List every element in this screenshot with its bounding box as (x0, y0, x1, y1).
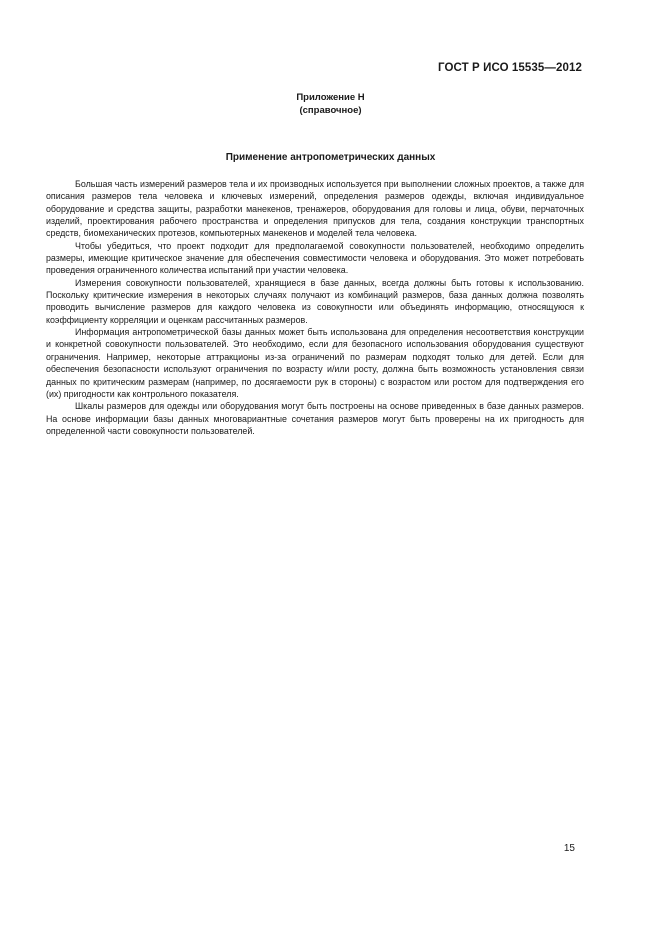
standard-code: ГОСТ Р ИСО 15535—2012 (437, 62, 582, 74)
paragraph: Шкалы размеров для одежды или оборудования могут быть построены на основе приведенных в базе данных размеров. На основе информации базы данных многовариантные сочетания размеров могут быть проверены на их пригодность для определенной части совокупности пользователей. (46, 401, 584, 436)
annex-heading (0, 91, 661, 117)
page-number: 15 (563, 843, 575, 854)
paragraph: Информация антропометрической базы данных может быть использована для определения несоответствия конструкции и конкретной совокупности пользователей. Это необходимо, если для безопасного использования оборудования существуют ограничения. Например, некоторые аттракционы из-за ограничений по размерам подходят только для детей. Если для обеспечения безопасности используют ограничения по возрасту и/или росту, должна быть возможность установления связи данных по критическим размерам (например, по досягаемости рук в стороны) с возрастом или ростом для подтверждения его (их) пригодности как контрольного показателя. (46, 327, 584, 399)
section-title: Применение антропометрических данных (225, 152, 436, 163)
paragraph: Большая часть измерений размеров тела и их производных используется при выполнении сложных проектов, а также для описания размеров тела человека и ключевых измерений, определения размеров одежды, включая индивидуальное оборудование и средства защиты, разработки манекенов, тренажеров, оборудования для головы и лица, обуви, перчаточных изделий, проектирования рабочего пространства и определения припусков для тела, создания конструкции транспортных средств, биомеханических протезов, компьютерных манекенов и моделей тела человека. (46, 179, 584, 239)
paragraph: Чтобы убедиться, что проект подходит для предполагаемой совокупности пользователей, необходимо определить размеры, имеющие критическое значение для обеспечения совместимости человека и оборудования. Это может потребовать проведения ограниченного количества испытаний при участии человека. (46, 240, 584, 276)
annex-subtitle: (справочное) (299, 105, 362, 116)
paragraph: Измерения совокупности пользователей, хранящиеся в базе данных, всегда должны быть готовы к использованию. Поскольку критические измерения в некоторых случаях получают из комбинаций размеров, база данных должна позволять проводить вычисление размеров для каждого человека из совокупности или объединять информацию, относящуюся к коэффициенту корреляции и оценкам рассчитанных размеров. (46, 277, 584, 325)
body-text (46, 178, 584, 437)
annex-title: Приложение Н (296, 92, 365, 103)
